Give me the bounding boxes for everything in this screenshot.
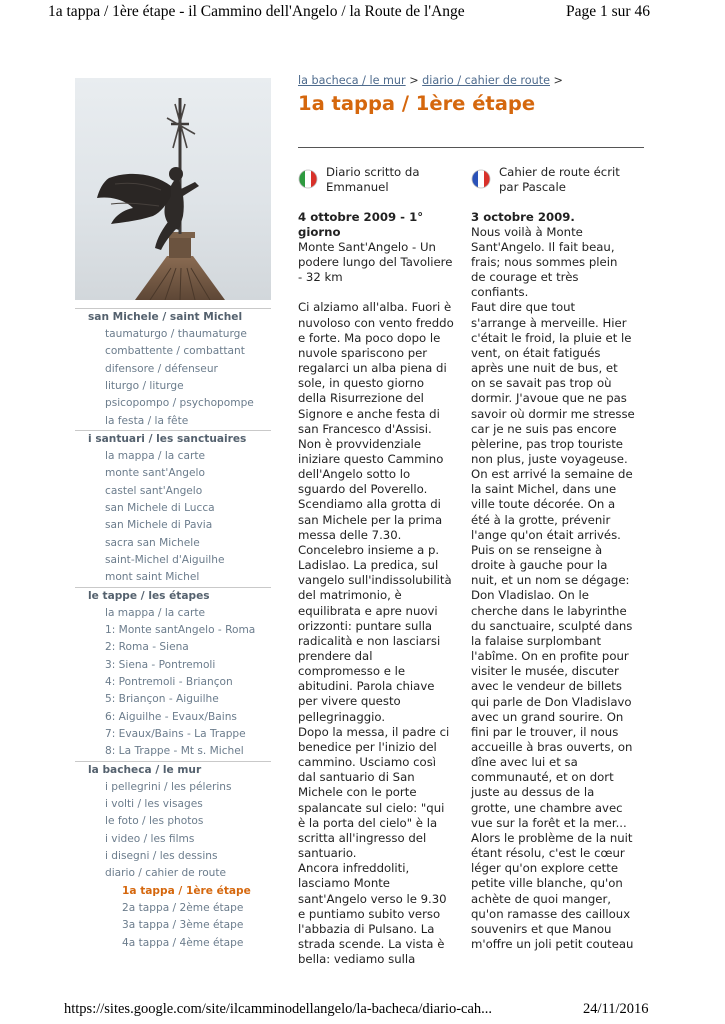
entry-body bbox=[471, 225, 641, 953]
text-line: savoir où dormir me stresse bbox=[471, 406, 635, 421]
column-author-line: Diario scritto da bbox=[326, 165, 420, 179]
text-line: prendere dal bbox=[298, 649, 373, 664]
sidebar-item[interactable]: 2: Roma - Siena bbox=[105, 641, 189, 654]
sidebar-item[interactable]: saint-Michel d'Aiguilhe bbox=[105, 553, 225, 566]
sidebar-item[interactable]: i video / les films bbox=[105, 832, 195, 845]
text-line: s'arrange à merveille. Hier bbox=[471, 315, 627, 330]
text-line: Puis on se renseigne à bbox=[471, 542, 603, 557]
sidebar-item[interactable]: san Michele di Lucca bbox=[105, 501, 215, 514]
text-line: achète de quoi manger, bbox=[471, 891, 612, 906]
text-line: del matrimonio, è bbox=[298, 588, 402, 603]
text-line: la saint Michel, dans une bbox=[471, 482, 617, 497]
text-line: été à la grotte, prévenir bbox=[471, 512, 611, 527]
entry-body bbox=[298, 300, 464, 967]
column-author-line: Emmanuel bbox=[326, 180, 389, 195]
sidebar-item[interactable]: combattente / combattant bbox=[105, 345, 245, 358]
italian-diary-column bbox=[298, 165, 464, 967]
angel-statue-photo bbox=[75, 78, 271, 300]
text-line: cherche dans le labyrinthe bbox=[471, 603, 627, 618]
text-line: non plus, juste voyageuse. bbox=[471, 452, 628, 466]
sidebar-section-title[interactable]: i santuari / les sanctuaires bbox=[88, 432, 247, 445]
text-line: dormir. J'avoue que ne pas bbox=[471, 391, 627, 406]
sidebar-item[interactable]: castel sant'Angelo bbox=[105, 484, 203, 497]
text-line: grotte, une chambre avec bbox=[471, 800, 623, 815]
sidebar-item[interactable]: la mappa / la carte bbox=[105, 449, 206, 462]
text-line: qui parle de Don Vladislavo bbox=[471, 694, 632, 709]
sidebar-section-tappe bbox=[75, 587, 271, 761]
sidebar-subitem[interactable]: 3a tappa / 3ème étape bbox=[122, 919, 244, 932]
text-line: della Risurrezione del bbox=[298, 391, 424, 406]
text-line: visiter le musée, discuter bbox=[471, 664, 619, 679]
print-footer-url: https://sites.google.com/site/ilcamminodellangelo/la-bacheca/diario-cah... bbox=[64, 1001, 493, 1017]
text-line: vue sur la forêt et la mer... bbox=[471, 815, 627, 830]
sidebar-item[interactable]: 3: Siena - Pontremoli bbox=[105, 658, 216, 671]
text-line: benedice per l'inizio del bbox=[298, 739, 437, 754]
entry-date bbox=[471, 210, 641, 225]
text-line: vent, on était fatigués bbox=[471, 345, 601, 360]
text-line: l'abbazia di Pulsano. La bbox=[298, 921, 435, 936]
text-line: fini par le trouver, il nous bbox=[471, 724, 619, 739]
text-line: ville toute décorée. On a bbox=[471, 497, 616, 512]
text-line: pellegrinaggio. bbox=[298, 709, 386, 724]
text-line: sole, in questo giorno bbox=[298, 376, 425, 391]
sidebar-item[interactable]: 6: Aiguilhe - Evaux/Bains bbox=[105, 710, 237, 723]
sidebar-item[interactable]: la mappa / la carte bbox=[105, 606, 206, 619]
entry-date-line: giorno bbox=[298, 224, 341, 239]
column-header bbox=[298, 165, 464, 195]
sidebar-item[interactable]: san Michele di Pavia bbox=[105, 519, 213, 532]
text-line: pèlerine, pas trop touriste bbox=[471, 436, 623, 451]
text-line: Signore e anche festa di bbox=[298, 406, 440, 421]
french-diary-column bbox=[471, 165, 641, 952]
text-line: On est arrivé la semaine de bbox=[471, 467, 633, 482]
sidebar-section-santuari bbox=[75, 430, 271, 587]
sidebar-item[interactable]: la festa / la fête bbox=[105, 414, 189, 427]
breadcrumb bbox=[298, 74, 563, 87]
text-line: dell'Angelo sotto lo bbox=[298, 467, 411, 482]
sidebar-item[interactable]: monte sant'Angelo bbox=[105, 467, 205, 480]
text-line: petite ville blanche, qu'on bbox=[471, 876, 623, 891]
sidebar-item[interactable]: diario / cahier de route bbox=[105, 867, 227, 880]
text-line: Non è provvidenziale bbox=[298, 436, 422, 451]
sidebar-item[interactable]: 4: Pontremoli - Briançon bbox=[105, 675, 233, 688]
text-line: messa delle 7.30. bbox=[298, 527, 402, 542]
breadcrumb-link-bacheca[interactable]: la bacheca / le mur bbox=[298, 74, 406, 87]
text-line: Scendiamo alla grotta di bbox=[298, 497, 441, 512]
text-line: e forte. Ma poco dopo le bbox=[298, 330, 441, 345]
text-line: cammino. Usciamo così bbox=[298, 755, 437, 770]
sidebar-section-title[interactable]: la bacheca / le mur bbox=[88, 763, 202, 776]
text-line: Ci alziamo all'alba. Fuori è bbox=[298, 300, 452, 315]
text-line: Concelebro insieme a p. bbox=[298, 542, 440, 557]
text-line: de courage et très bbox=[471, 270, 579, 285]
entry-date bbox=[298, 210, 464, 240]
sidebar-section-title[interactable]: le tappe / les étapes bbox=[88, 589, 210, 602]
text-line: scritta all'ingresso del bbox=[298, 830, 427, 845]
page-title: 1a tappa / 1ère étape bbox=[298, 92, 536, 115]
text-line: dîne avec lui et sa bbox=[471, 755, 578, 770]
sidebar-nav bbox=[75, 308, 271, 952]
text-line: l'abîme. On en profite pour bbox=[471, 649, 629, 664]
sidebar-item[interactable]: liturgo / liturge bbox=[105, 379, 184, 392]
text-line: orizzonti: puntare sulla bbox=[298, 618, 433, 633]
text-line: san Michele per la prima bbox=[298, 512, 443, 527]
text-line: car je ne suis pas encore bbox=[471, 421, 617, 436]
text-line: compromesso e le bbox=[298, 664, 406, 679]
sidebar-subitem[interactable]: 4a tappa / 4ème étape bbox=[122, 936, 244, 949]
print-header-title: 1a tappa / 1ère étape - il Cammino dell'Angelo / la Route de l'Ange bbox=[48, 3, 465, 20]
text-line: Don Vladislao. On le bbox=[471, 588, 589, 603]
text-line: léger qu'on explore cette bbox=[471, 861, 619, 876]
entry-date-line: 3 octobre 2009. bbox=[471, 209, 575, 224]
print-page-number: Page 1 sur 46 bbox=[566, 3, 650, 20]
column-author bbox=[499, 165, 639, 195]
text-line: avec un grand sourire. On bbox=[471, 709, 624, 724]
text-line: bella: vediamo sulla bbox=[298, 952, 416, 967]
text-line: confiants. bbox=[471, 285, 529, 300]
text-line: avec le vendeur de billets bbox=[471, 679, 622, 694]
text-line: strada scende. La vista è bbox=[298, 936, 445, 951]
entry-date-line: 4 ottobre 2009 - 1° bbox=[298, 209, 424, 224]
text-line: nuvole spariscono per bbox=[298, 345, 428, 360]
text-line: abitudini. Parola chiave bbox=[298, 679, 435, 694]
sidebar-item[interactable]: le foto / les photos bbox=[105, 815, 204, 828]
text-line: sguardo del Poverello. bbox=[298, 482, 428, 497]
text-line: spalancate sul cielo: "qui bbox=[298, 800, 445, 815]
entry-subtitle bbox=[298, 240, 464, 285]
sidebar-subitem-current[interactable]: 1a tappa / 1ère étape bbox=[122, 884, 251, 897]
text-line: du sanctuaire, sculpté dans bbox=[471, 618, 633, 633]
sidebar-item[interactable]: i disegni / les dessins bbox=[105, 849, 218, 862]
sidebar-subitem[interactable]: 2a tappa / 2ème étape bbox=[122, 901, 244, 914]
text-line: droite à gauche pour la bbox=[471, 558, 608, 573]
sidebar-item[interactable]: i volti / les visages bbox=[105, 797, 203, 810]
text-line: m'offre un joli petit couteau bbox=[471, 937, 634, 951]
text-line: è la porta del cielo" è la bbox=[298, 815, 438, 830]
sidebar-section-bacheca bbox=[75, 761, 271, 952]
text-line: nuvoloso con vento freddo bbox=[298, 315, 454, 330]
text-line: podere lungo del Tavoliere bbox=[298, 254, 453, 269]
text-line: communauté, et on dort bbox=[471, 770, 614, 785]
sidebar-item[interactable]: 8: La Trappe - Mt s. Michel bbox=[105, 745, 244, 758]
text-line: equilibrata e apre nuovi bbox=[298, 603, 438, 618]
sidebar-item[interactable]: taumaturgo / thaumaturge bbox=[105, 328, 247, 340]
sidebar-item[interactable]: 1: Monte santAngelo - Roma bbox=[105, 623, 256, 636]
text-line: regalarci un alba piena di bbox=[298, 361, 447, 376]
text-line: sant'Angelo verso le 9.30 bbox=[298, 891, 447, 906]
text-line: l'ange qu'on était arrivés. bbox=[471, 527, 621, 542]
text-line: juste au dessus de la bbox=[471, 785, 595, 800]
sidebar-item[interactable]: difensore / défenseur bbox=[105, 362, 218, 375]
text-line: Faut dire que tout bbox=[471, 300, 576, 315]
sidebar-item[interactable]: psicopompo / psychopompe bbox=[105, 397, 254, 410]
title-divider bbox=[298, 147, 644, 148]
italian-flag-icon bbox=[298, 169, 318, 189]
text-line: Ladislao. La predica, sul bbox=[298, 558, 439, 573]
text-line: la falaise surplombant bbox=[471, 633, 602, 648]
column-author bbox=[326, 165, 466, 195]
breadcrumb-link-diario[interactable]: diario / cahier de route bbox=[422, 74, 550, 87]
sidebar-item[interactable]: 5: Briançon - Aiguilhe bbox=[105, 693, 219, 706]
text-line: Dopo la messa, il padre ci bbox=[298, 724, 450, 739]
text-line: Ancora infreddoliti, bbox=[298, 861, 410, 876]
text-line: vangelo sull'indissolubilità bbox=[298, 573, 452, 588]
text-line: radicalità e non lasciarsi bbox=[298, 633, 441, 648]
text-line: lasciamo Monte bbox=[298, 876, 390, 891]
text-line: nuit, et un nom se dégage: bbox=[471, 573, 630, 588]
column-header bbox=[471, 165, 641, 195]
text-line: c'était le froid, la pluie et le bbox=[471, 330, 632, 345]
french-flag-icon bbox=[471, 169, 491, 189]
column-author-line: Cahier de route écrit bbox=[499, 165, 620, 179]
text-line: - 32 km bbox=[298, 270, 343, 285]
text-line: étant résolu, c'est le cœur bbox=[471, 846, 625, 861]
text-line: santuario. bbox=[298, 846, 357, 861]
sidebar-item[interactable]: mont saint Michel bbox=[105, 571, 200, 584]
text-line: on se savait pas trop où bbox=[471, 376, 612, 391]
sidebar-item[interactable]: 7: Evaux/Bains - La Trappe bbox=[105, 727, 246, 740]
sidebar-section-san-michele bbox=[75, 308, 271, 430]
sidebar-section-title[interactable]: san Michele / saint Michel bbox=[88, 311, 243, 323]
text-line: Sant'Angelo. Il fait beau, bbox=[471, 239, 615, 254]
text-line: accueille à bras ouverts, on bbox=[471, 739, 633, 754]
print-footer-date: 24/11/2016 bbox=[583, 1001, 649, 1017]
text-line: après une nuit de bus, et bbox=[471, 361, 618, 376]
text-line: dal santuario di San bbox=[298, 770, 415, 785]
text-line: qu'on ramasse des cailloux bbox=[471, 906, 631, 921]
sidebar-item[interactable]: i pellegrini / les pélerins bbox=[105, 780, 232, 793]
text-line: per vivere questo bbox=[298, 694, 401, 709]
sidebar-item[interactable]: sacra san Michele bbox=[105, 536, 200, 549]
text-line: e puntiamo subito verso bbox=[298, 906, 441, 921]
breadcrumb-separator: > bbox=[409, 74, 419, 87]
text-line: iniziare questo Cammino bbox=[298, 451, 444, 466]
text-line: souvenirs et que Manou bbox=[471, 921, 612, 936]
column-author-line: par Pascale bbox=[499, 180, 566, 195]
breadcrumb-separator: > bbox=[553, 74, 563, 87]
text-line: san Francesco d'Assisi. bbox=[298, 421, 432, 436]
text-line: Nous voilà à Monte bbox=[471, 224, 583, 239]
text-line: frais; nous sommes plein bbox=[471, 254, 618, 269]
text-line: Monte Sant'Angelo - Un bbox=[298, 239, 436, 254]
text-line: Michele con le porte bbox=[298, 785, 417, 800]
text-line: Alors le problème de la nuit bbox=[471, 830, 633, 845]
